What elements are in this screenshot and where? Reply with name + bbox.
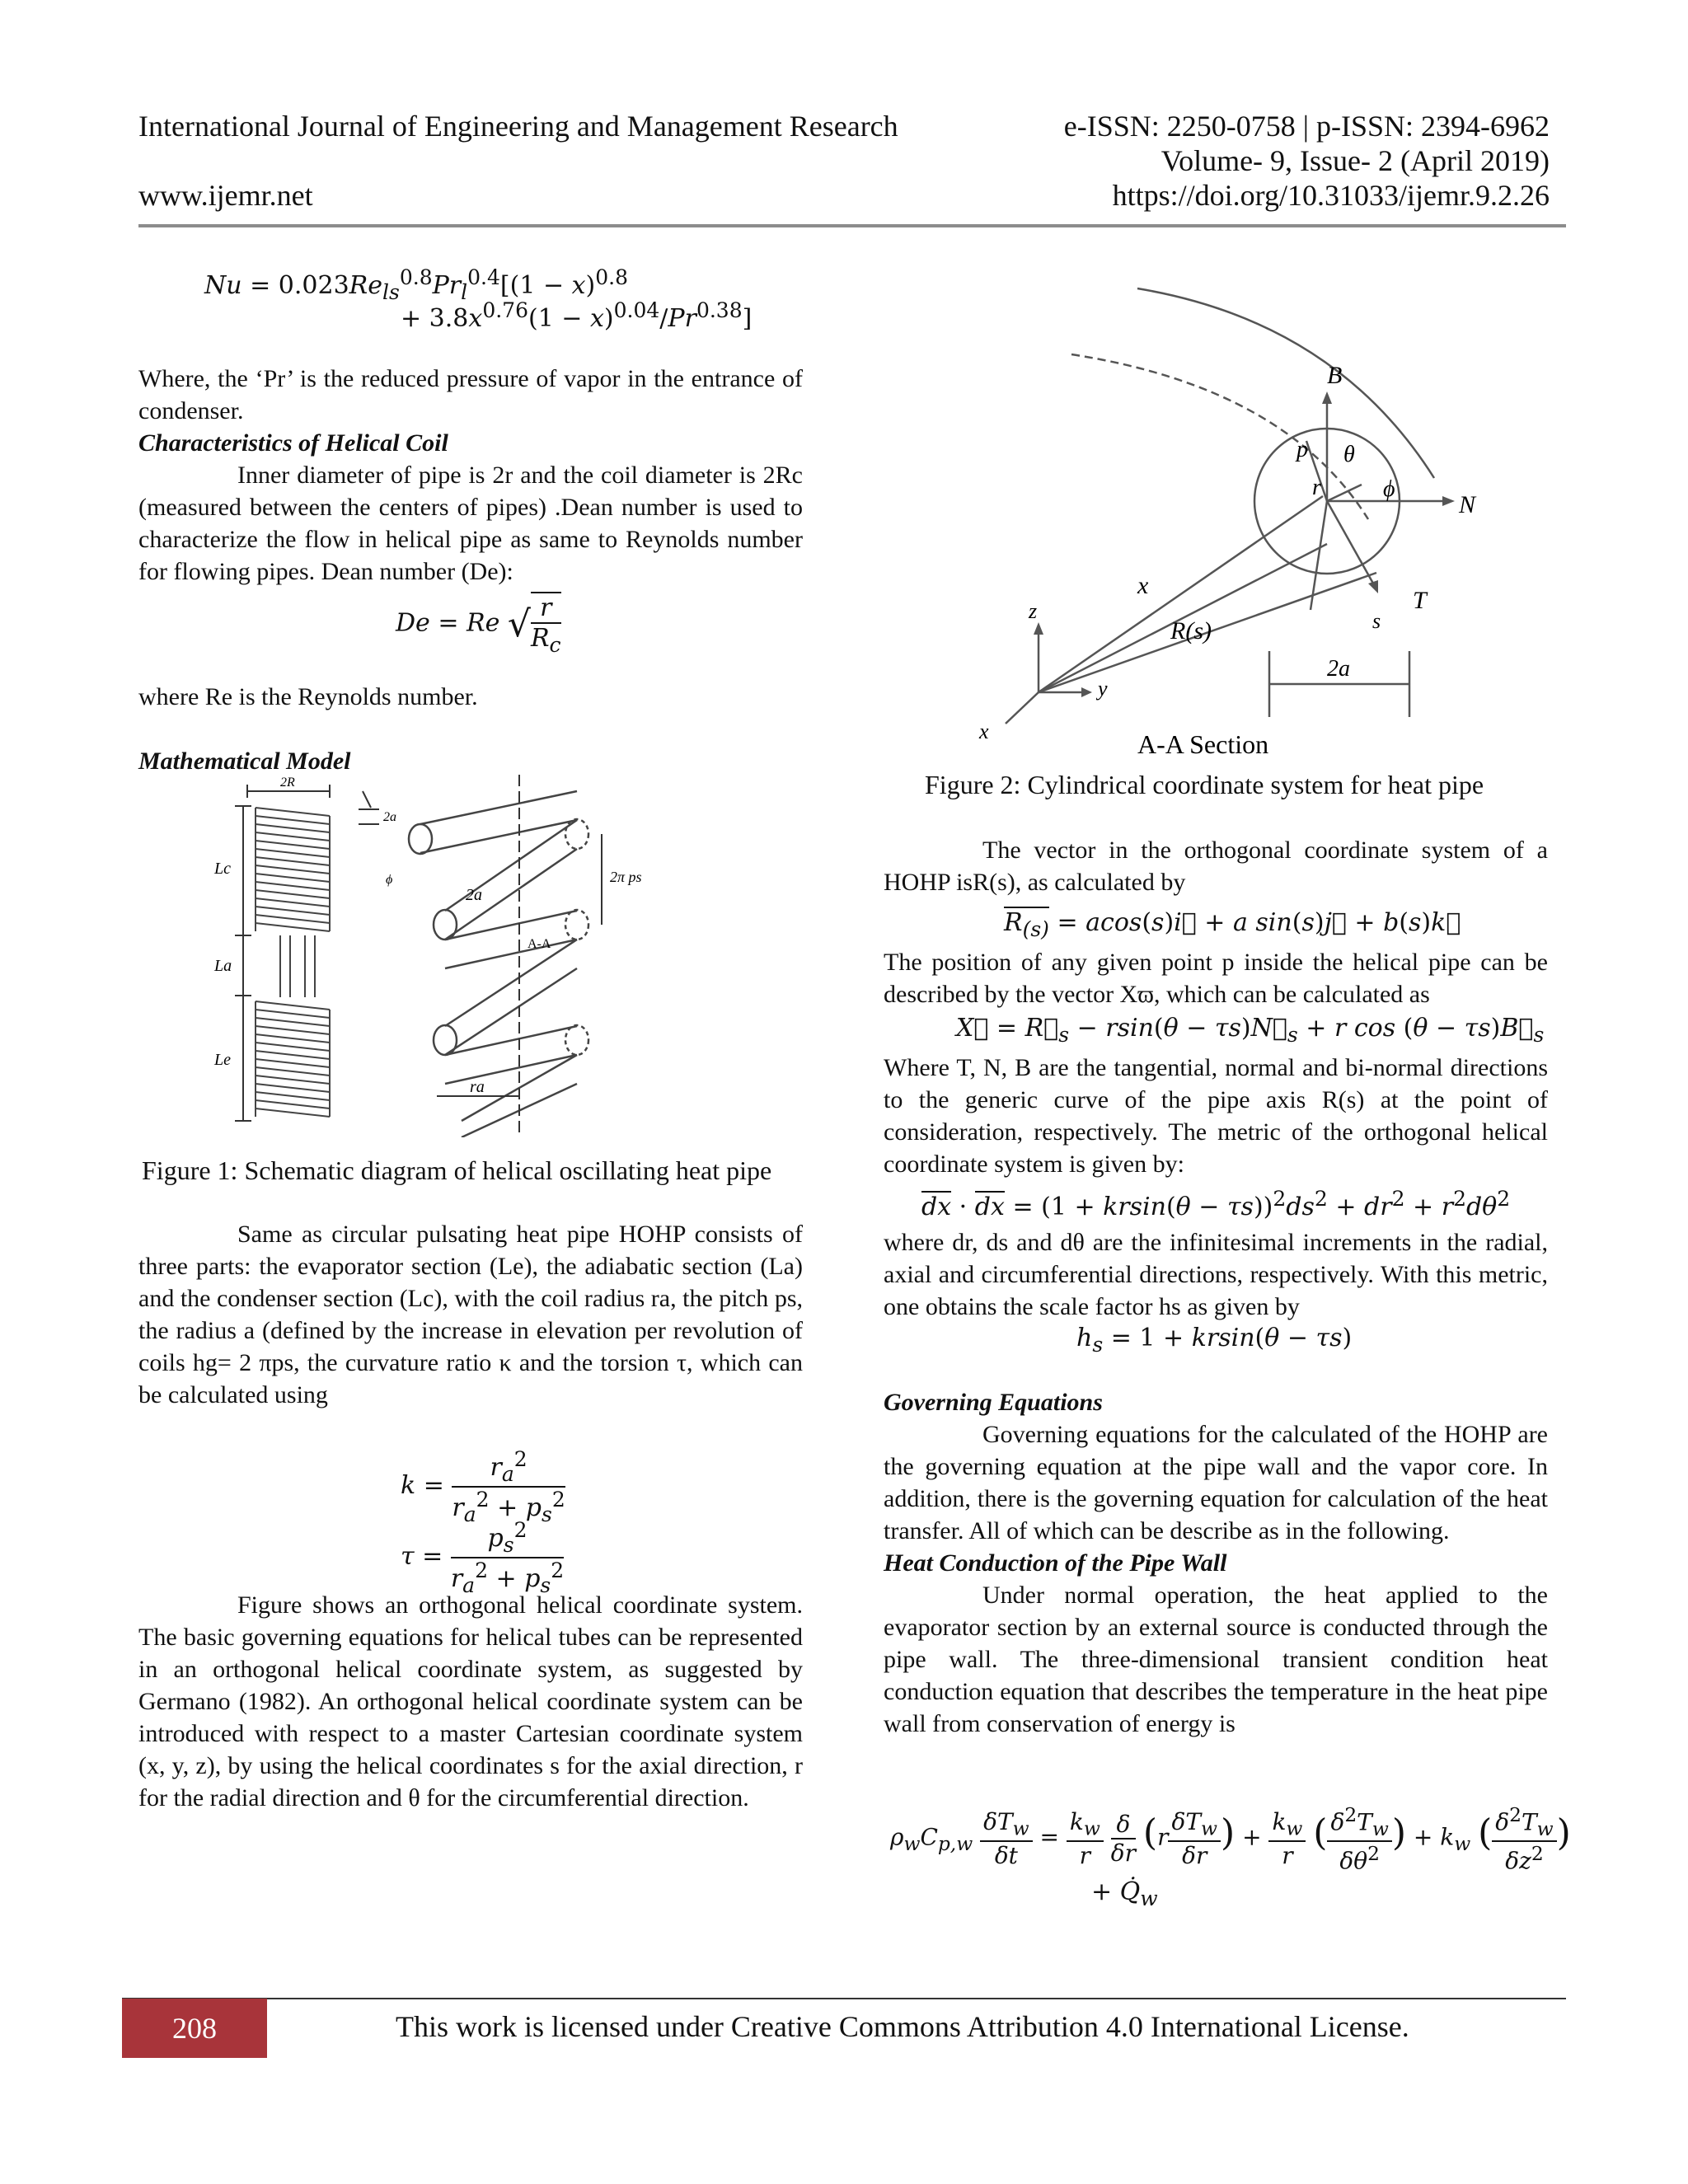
paragraph-germano: Figure shows an orthogonal helical coordinate system. The basic governing equations for helical tubes can be represented in an orthogonal helical coordinate system, as suggested by Germano (1982). An orthogonal helical coordinate system can be introduced with respect to a master Cartesian coordinate system (x, y, z), by using the helical coordinates s for the axial direction, r for the radial direction and θ for the circumferential direction. xyxy=(138,1591,803,1811)
license-notice: This work is licensed under Creative Commons Attribution 4.0 International License. xyxy=(396,2010,1409,2043)
issn: e-ISSN: 2250-0758 | p-ISSN: 2394-6962 xyxy=(1063,110,1550,143)
fig2-label-section: A-A Section xyxy=(1137,729,1269,759)
metric-equation: dx · dx = $(1 + krsin(\theta - \tau s))^2ds^2 + dr^2 + r^2d\theta^2$ xyxy=(921,1187,1511,1221)
paragraph-heat-conduction: Under normal operation, the heat applied to the evaporator section by an external source is conducted through the pipe wall. The three-dimensional transient condition heat conduction equation that describes the temperature in the heat pipe wall from conservation of energy is xyxy=(884,1582,1548,1737)
curvature-ratio-equation: k = $\frac{r_a^2}{r_a^2 + p_s^2}$ xyxy=(401,1447,565,1526)
figure2-cylindrical-coordinate-diagram xyxy=(973,272,1517,766)
fig1-label-phi: ϕ xyxy=(386,873,393,887)
figure1-helical-heat-pipe-diagram xyxy=(198,775,775,1137)
left-text-block-1 xyxy=(138,363,803,588)
fig2-label-r: r xyxy=(1312,475,1321,500)
paragraph-coil: Inner diameter of pipe is 2r and the coil diameter is 2Rc (measured between the centers of pipes) .Dean number is used to characterize the flow in helical pipe as same to Reynolds number for flowing pipes. Dean number (De): xyxy=(138,462,803,585)
helix-vector-equation: $R_{(s)}$ = acos(s)i⃗ + a sin(s)j⃗ + b(s)k⃗ xyxy=(1004,908,1461,941)
fig2-label-s: s xyxy=(1372,609,1381,633)
fig1-label-2pi-ps: 2π ps xyxy=(610,869,642,885)
dean-number-equation: De = Re √ $\frac{r}{R_c}$ xyxy=(396,593,561,657)
paragraph-reynolds: where Re is the Reynolds number. xyxy=(138,683,478,710)
fig2-label-t: T xyxy=(1413,587,1427,614)
paragraph-hohp-parts: Same as circular pulsating heat pipe HOHP consists of three parts: the evaporator section (Le), the adiabatic section (La) and the condenser section (Lc), with the coil radius ra, the pitch ps, the radius a (defined by the increase in elevation per revolution of coils hg= 2 πps, the curvature ratio κ and the torsion τ, which can be calculated using xyxy=(138,1221,803,1408)
fig1-label-la: La xyxy=(214,957,232,975)
fig1-label-ra: ra xyxy=(470,1078,485,1096)
fig2-label-phi: ϕ xyxy=(1383,476,1395,502)
header-rule xyxy=(138,224,1566,227)
page-number: 208 xyxy=(122,1999,267,2058)
paragraph-governing: Governing equations for the calculated of the HOHP are the governing equation at the pipe wall and the vapor core. In addition, there is the governing equation for calculation of the heat transfer. All of which can be describe as in the following. xyxy=(884,1421,1548,1544)
scale-factor-equation: $h_s = 1 + krsin(\theta - \tau s)$ xyxy=(1076,1324,1353,1357)
paragraph-metric: where dr, ds and dθ are the infinitesimal increments in the radial, axial and circumferential directions, respectively. With this metric, one obtains the scale factor hs as given by xyxy=(884,1229,1548,1320)
volume-issue: Volume- 9, Issue- 2 (April 2019) xyxy=(1160,144,1550,177)
journal-website[interactable]: www.ijemr.net xyxy=(138,179,313,212)
paragraph-tnb: Where T, N, B are the tangential, normal and bi-normal directions to the generic curve of the pipe axis R(s) at the point of consideration, respectively. The metric of the orthogonal helical coordinate system is given by: xyxy=(884,1054,1548,1178)
journal-title: International Journal of Engineering and Management Research xyxy=(138,110,898,143)
fig1-label-aa: A-A xyxy=(528,937,551,951)
right-text-block-2 xyxy=(884,1386,1548,1740)
heading-governing-equations: Governing Equations xyxy=(884,1389,1103,1416)
nusselt-equation-line1: $Nu = 0.023Re_{ls}^{0.8}Pr_l^{0.4}[(1 - x)^{0.8}$ xyxy=(204,265,629,304)
paragraph-vector: The vector in the orthogonal coordinate system of a HOHP isR(s), as calculated by xyxy=(884,837,1548,896)
fig2-label-n: N xyxy=(1459,491,1476,518)
heading-heat-conduction: Heat Conduction of the Pipe Wall xyxy=(884,1549,1227,1577)
fig2-label-r-s: R(s) xyxy=(1170,617,1212,644)
fig1-label-le: Le xyxy=(214,1051,231,1069)
fig2-label-b: B xyxy=(1327,362,1343,389)
fig1-label-lc: Lc xyxy=(214,860,231,878)
fig1-label-2a: 2a xyxy=(466,886,482,904)
torsion-equation: τ = $\frac{p_s^2}{r_a^2 + p_s^2}$ xyxy=(401,1518,565,1597)
energy-equation-line1: $\rho_wC_{p,w}$ $\frac{\delta T_w}{\delta t}$ = $\frac{k_w}{r}$ $\frac{\delta}{\delta r}$ (r $\frac{\delta T_w}{\delta r}$ ) + $\frac{k_w}{r}$ ( $\frac{\delta^2T_w}{\delta\theta^2}$ ) + $k_w$ ( $\frac{\delta^2T_w}{\delta z^2}$ ) xyxy=(890,1803,1571,1875)
fig2-label-p: p xyxy=(1296,437,1308,462)
footer-rule xyxy=(122,1998,1566,1999)
fig2-label-theta: θ xyxy=(1343,442,1355,467)
figure1-caption: Figure 1: Schematic diagram of helical oscillating heat pipe xyxy=(142,1155,772,1185)
paragraph-pr: Where, the ‘Pr’ is the reduced pressure of vapor in the entrance of condenser. xyxy=(138,365,803,424)
fig2-label-x-axis: x xyxy=(979,719,989,743)
energy-equation-line2: + $Q̇_w$ xyxy=(1091,1877,1158,1910)
fig2-label-y: y xyxy=(1098,677,1108,701)
fig2-label-z: z xyxy=(1029,599,1038,623)
figure2-caption: Figure 2: Cylindrical coordinate system for heat pipe xyxy=(925,770,1484,799)
heading-helical-coil: Characteristics of Helical Coil xyxy=(138,429,448,457)
doi-link[interactable]: https://doi.org/10.31033/ijemr.9.2.26 xyxy=(1112,179,1550,212)
nusselt-equation-line2: + $3.8x^{0.76}(1 - x)^{0.04}/Pr^{0.38}$] xyxy=(401,298,753,333)
fig1-label-2r: 2R xyxy=(280,776,295,790)
paragraph-position: The position of any given point p inside the helical pipe can be described by the vector Xϖ, which can be calculated as xyxy=(884,949,1548,1008)
position-vector-equation: X⃗ = $R⃗_s - rsin(\theta$ − $\tau s)N⃗_s + r$ $\cos (\theta - \tau s)B⃗_s$ xyxy=(956,1014,1545,1047)
fig2-label-2a: 2a xyxy=(1327,656,1350,682)
fig1-label-2a-small: 2a xyxy=(383,810,396,824)
heading-mathematical-model: Mathematical Model xyxy=(138,748,351,775)
fig2-label-x-vector: x xyxy=(1137,572,1149,599)
